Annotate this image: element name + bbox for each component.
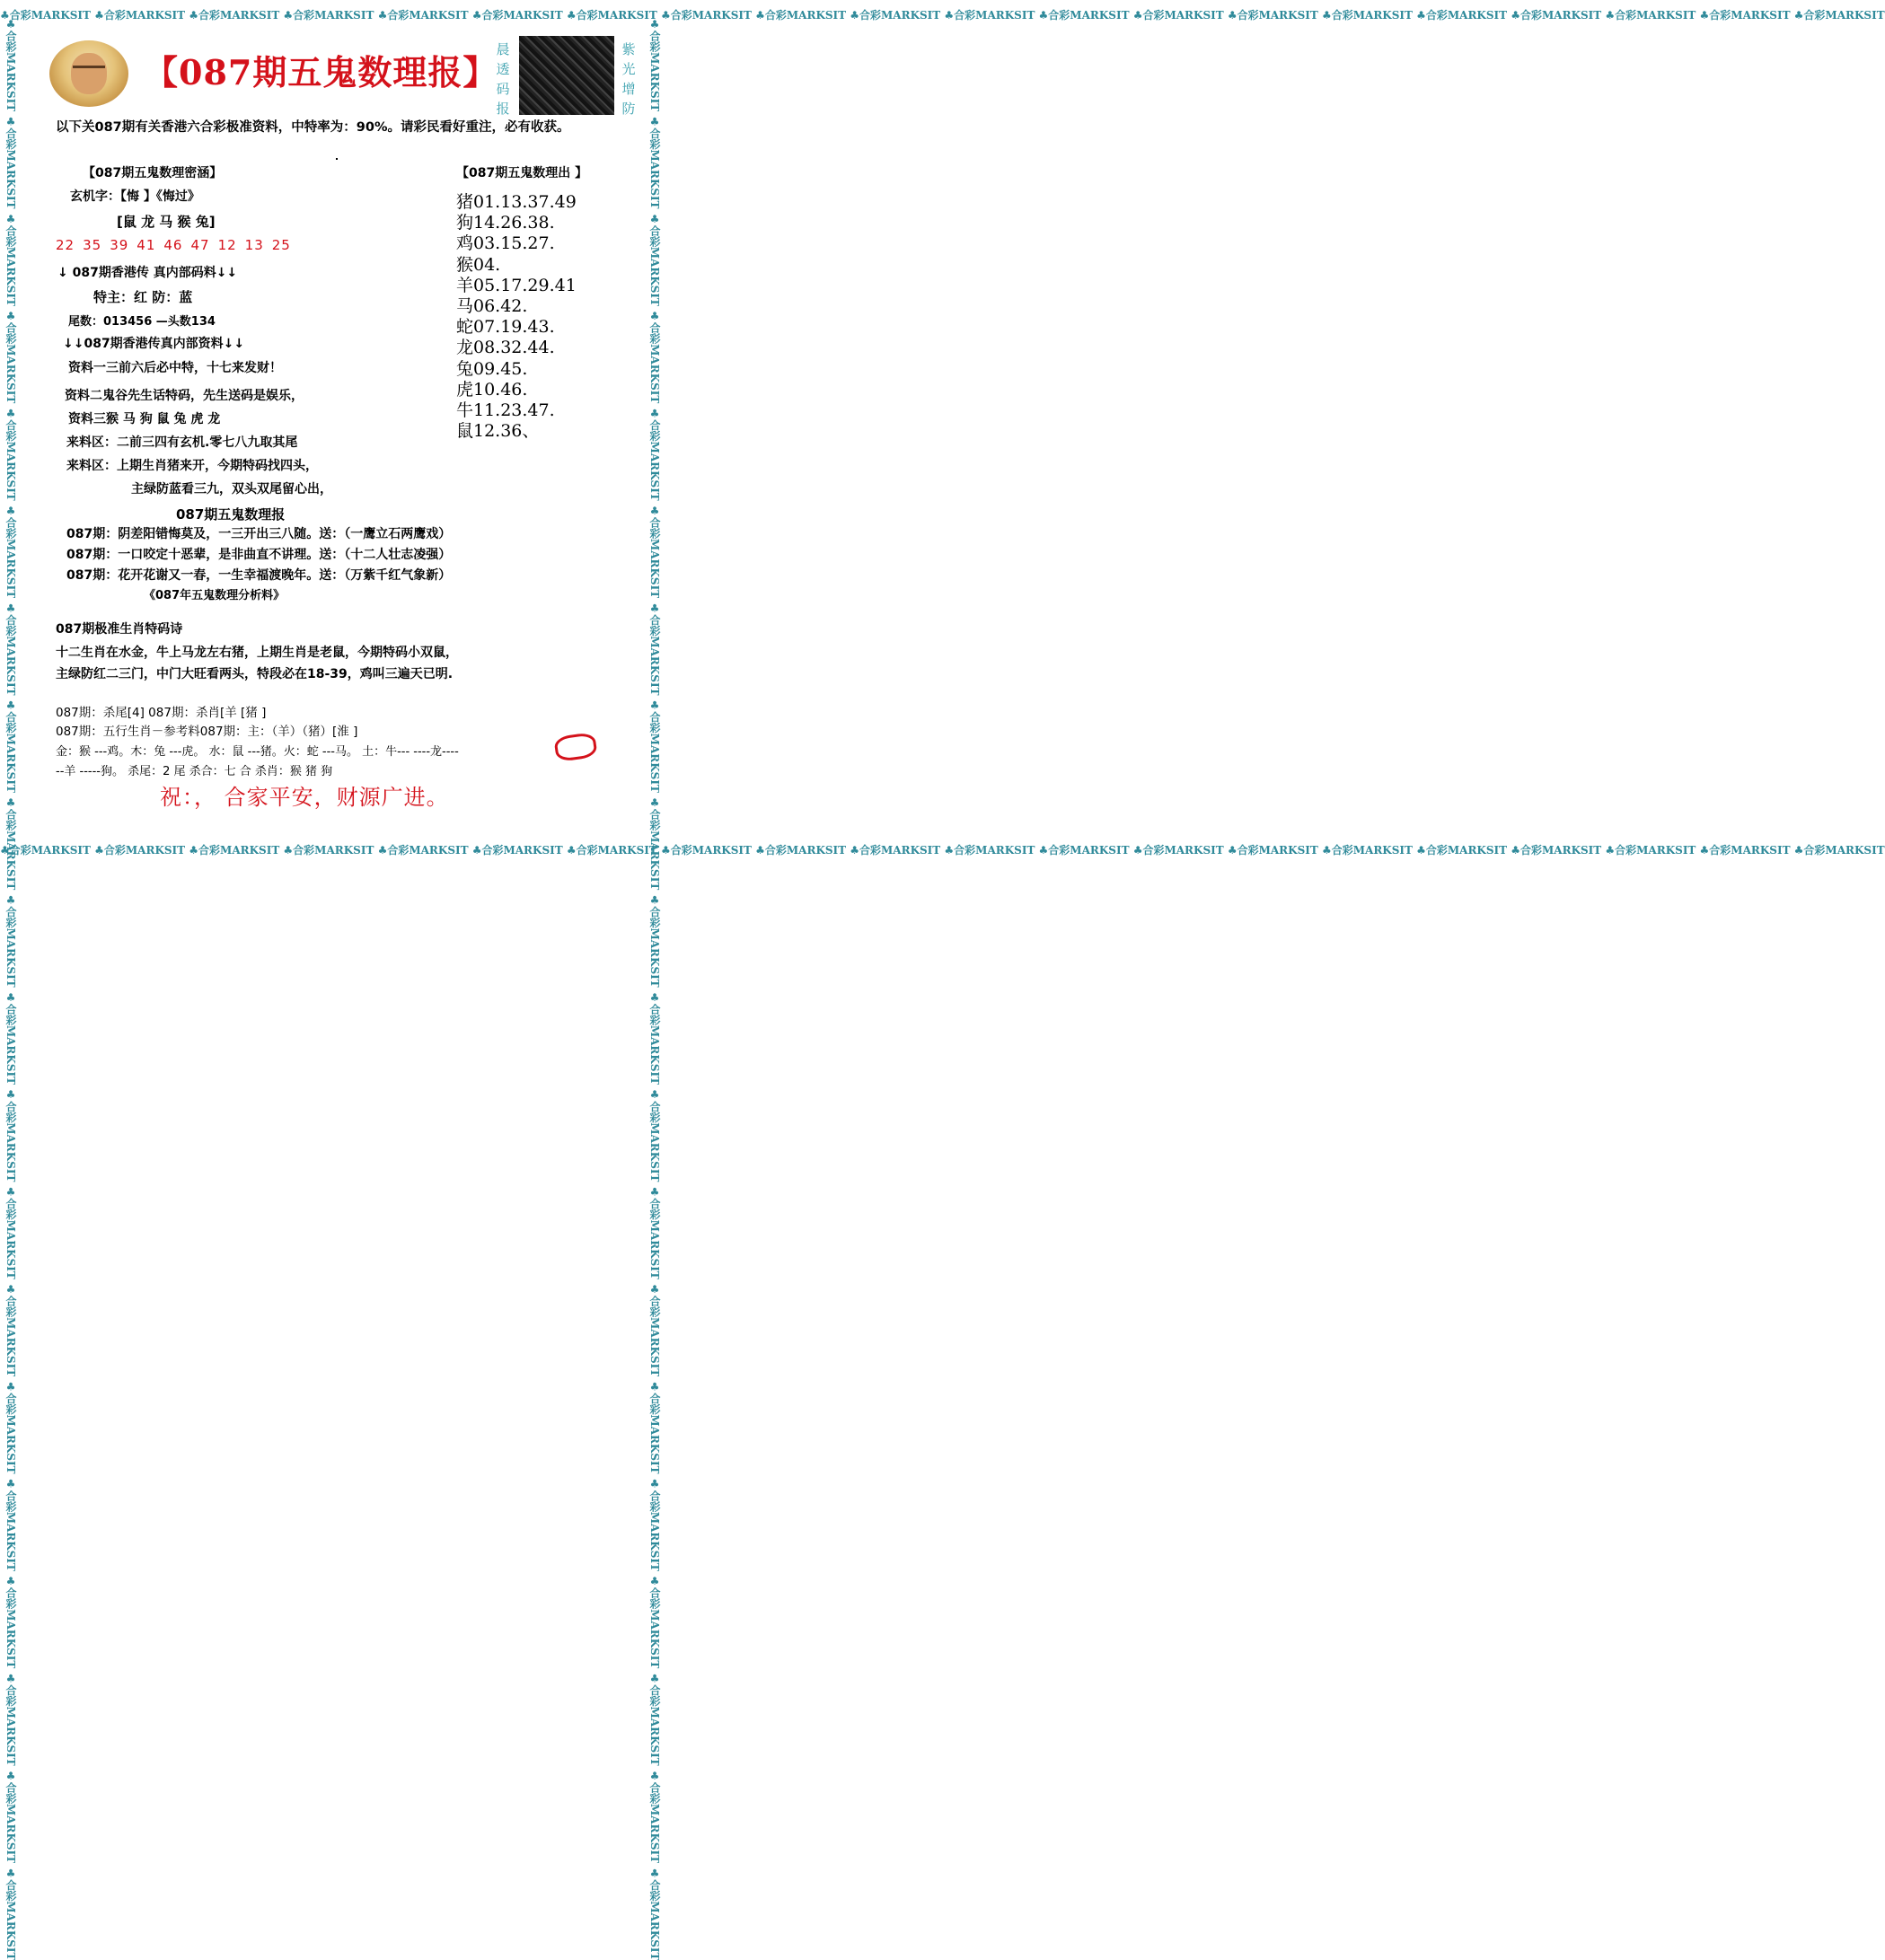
- qr-code-image: [519, 36, 614, 115]
- hk-line-2: ↓↓087期香港传真内部资料↓↓: [63, 337, 245, 351]
- zodiac-item: 狗14.26.38.: [456, 213, 555, 233]
- border-left: [4, 18, 23, 1960]
- zodiac-item: 马06.42.: [456, 296, 528, 317]
- blessing-text: 祝：， 合家平安，财源广进。: [160, 785, 449, 810]
- number-item: 35: [83, 237, 102, 253]
- border-text: ♣合彩MARKSIT ♣合彩MARKSIT ♣合彩MARKSIT ♣合彩MARKSIT ♣合彩MARKSIT ♣合彩MARKSIT ♣合彩MARKSIT ♣合彩MARKSIT ♣合彩MARKSIT ♣合彩MARKSIT ♣合彩MARKSIT ♣合彩MARKSIT ♣合彩MARKSIT ♣合彩MARKSIT ♣合彩MARKSIT ♣合彩MARKSIT ♣合彩MARKSIT ♣合彩MARKSIT ♣合彩MARKSIT ♣合彩MARKSIT: [0, 9, 1885, 22]
- zodiac-item: 虎10.46.: [456, 379, 528, 400]
- ziliao-3: 资料三猴 马 狗 鼠 兔 虎 龙: [68, 412, 221, 426]
- border-text: ♣合彩MARKSIT ♣合彩MARKSIT ♣合彩MARKSIT ♣合彩MARKSIT ♣合彩MARKSIT ♣合彩MARKSIT ♣合彩MARKSIT ♣合彩MARKSIT ♣合彩MARKSIT ♣合彩MARKSIT ♣合彩MARKSIT ♣合彩MARKSIT ♣合彩MARKSIT ♣合彩MARKSIT ♣合彩MARKSIT ♣合彩MARKSIT ♣合彩MARKSIT ♣合彩MARKSIT ♣合彩MARKSIT ♣合彩MARKSIT: [0, 844, 1885, 857]
- number-item: 22: [56, 237, 75, 253]
- bottom-line-2: 087期：五行生肖－参考料087期：主：（羊）（猪）[淮 ]: [56, 725, 358, 739]
- zodiac-list: [456, 192, 577, 442]
- side-label-left: 晨透码报: [496, 41, 510, 117]
- poem-line-2: 主绿防红二三门，中门大旺看两头，特段必在18-39，鸡叫三遍天已明.: [56, 667, 454, 681]
- poem-line-1: 十二生肖在水金，牛上马龙左右猪，上期生肖是老鼠，今期特码小双鼠，: [56, 646, 458, 660]
- avatar: [49, 40, 128, 107]
- zodiac-item: 羊05.17.29.41: [456, 275, 577, 295]
- decorative-dot: [336, 158, 338, 160]
- ziliao-2: 资料二鬼谷先生话特码，先生送码是娱乐，: [65, 389, 304, 403]
- intro-text: 以下关087期有关香港六合彩极准资料，中特率为：90%。请彩民看好重注，必有收获。: [56, 120, 570, 135]
- border-top: [0, 5, 1885, 25]
- laiqu-2: 来料区：上期生肖猪来开，今期特码找四头，: [66, 459, 318, 473]
- xuanji-line: 玄机字：【悔 】《悔过》: [70, 189, 200, 204]
- number-list: [56, 237, 299, 253]
- number-item: 25: [271, 237, 291, 253]
- middle-line: 087期：一口咬定十恶辈，是非曲直不讲理。送：（十二人壮志凌强）: [66, 548, 452, 562]
- number-item: 13: [244, 237, 264, 253]
- hk-line-1: ↓ 087期香港传 真内部码料↓↓: [57, 266, 238, 280]
- border-right: [647, 18, 667, 1960]
- number-item: 41: [137, 237, 156, 253]
- color-line: 特主：红 防：蓝: [93, 289, 193, 305]
- number-item: 39: [110, 237, 129, 253]
- left-heading: 【087期五鬼数理密涵】: [83, 166, 223, 180]
- middle-subtitle: 《087年五鬼数理分析料》: [144, 589, 286, 602]
- animals-line: [鼠 龙 马 猴 兔]: [117, 214, 216, 230]
- side-label-right: 紫光增防: [621, 41, 636, 117]
- tail-line: 尾数：013456 —头数134: [68, 315, 216, 329]
- page-title: 【087期五鬼数理报】: [144, 52, 498, 92]
- bottom-line-3: 金：猴 ---鸡。木：兔 ---虎。 水：鼠 ---猪。火：蛇 ---马。 土：牛--- ----龙----: [56, 745, 459, 759]
- laiqu-3: 主绿防蓝看三九，双头双尾留心出，: [131, 482, 332, 497]
- right-heading: 【087期五鬼数理出 】: [456, 166, 588, 180]
- middle-line: 087期：花开花谢又一春，一生幸福渡晚年。送：（万紫千红气象新）: [66, 568, 452, 583]
- number-item: 46: [163, 237, 183, 253]
- ziliao-1: 资料一三前六后必中特，十七来发财！: [68, 361, 282, 375]
- bottom-line-1: 087期：杀尾[4] 087期：杀肖[羊 [猪 ]: [56, 706, 267, 720]
- zodiac-item: 蛇07.19.43.: [456, 317, 555, 338]
- zodiac-item: 鼠12.36、: [456, 421, 540, 442]
- zodiac-item: 鸡03.15.27.: [456, 233, 555, 254]
- zodiac-item: 猴04.: [456, 254, 501, 275]
- laiqu-1: 来料区：二前三四有玄机.零七八九取其尾: [66, 435, 298, 450]
- zodiac-item: 龙08.32.44.: [456, 338, 555, 358]
- red-scribble: [553, 732, 597, 762]
- poem-heading: 087期极准生肖特码诗: [56, 622, 183, 637]
- number-item: 47: [190, 237, 210, 253]
- border-text: ♣合彩MARKSIT ♣合彩MARKSIT ♣合彩MARKSIT ♣合彩MARKSIT ♣合彩MARKSIT ♣合彩MARKSIT ♣合彩MARKSIT ♣合彩MARKSIT ♣合彩MARKSIT ♣合彩MARKSIT ♣合彩MARKSIT ♣合彩MARKSIT ♣合彩MARKSIT ♣合彩MARKSIT ♣合彩MARKSIT ♣合彩MARKSIT ♣合彩MARKSIT ♣合彩MARKSIT ♣合彩MARKSIT ♣合彩MARKSIT: [648, 18, 661, 1960]
- middle-heading: 087期五鬼数理报: [176, 506, 286, 523]
- zodiac-item: 猪01.13.37.49: [456, 192, 577, 212]
- zodiac-item: 兔09.45.: [456, 358, 528, 379]
- zodiac-item: 牛11.23.47.: [456, 400, 555, 421]
- border-bottom: [0, 840, 1885, 860]
- number-item: 12: [217, 237, 237, 253]
- border-text: ♣合彩MARKSIT ♣合彩MARKSIT ♣合彩MARKSIT ♣合彩MARKSIT ♣合彩MARKSIT ♣合彩MARKSIT ♣合彩MARKSIT ♣合彩MARKSIT ♣合彩MARKSIT ♣合彩MARKSIT ♣合彩MARKSIT ♣合彩MARKSIT ♣合彩MARKSIT ♣合彩MARKSIT ♣合彩MARKSIT ♣合彩MARKSIT ♣合彩MARKSIT ♣合彩MARKSIT ♣合彩MARKSIT ♣合彩MARKSIT: [4, 18, 17, 1960]
- middle-line: 087期：阴差阳错悔莫及，一三开出三八随。送：（一鹰立石两鹰戏）: [66, 527, 452, 541]
- bottom-line-4: --羊 -----狗。 杀尾：2 尾 杀合：七 合 杀肖：猴 猪 狗: [56, 765, 333, 778]
